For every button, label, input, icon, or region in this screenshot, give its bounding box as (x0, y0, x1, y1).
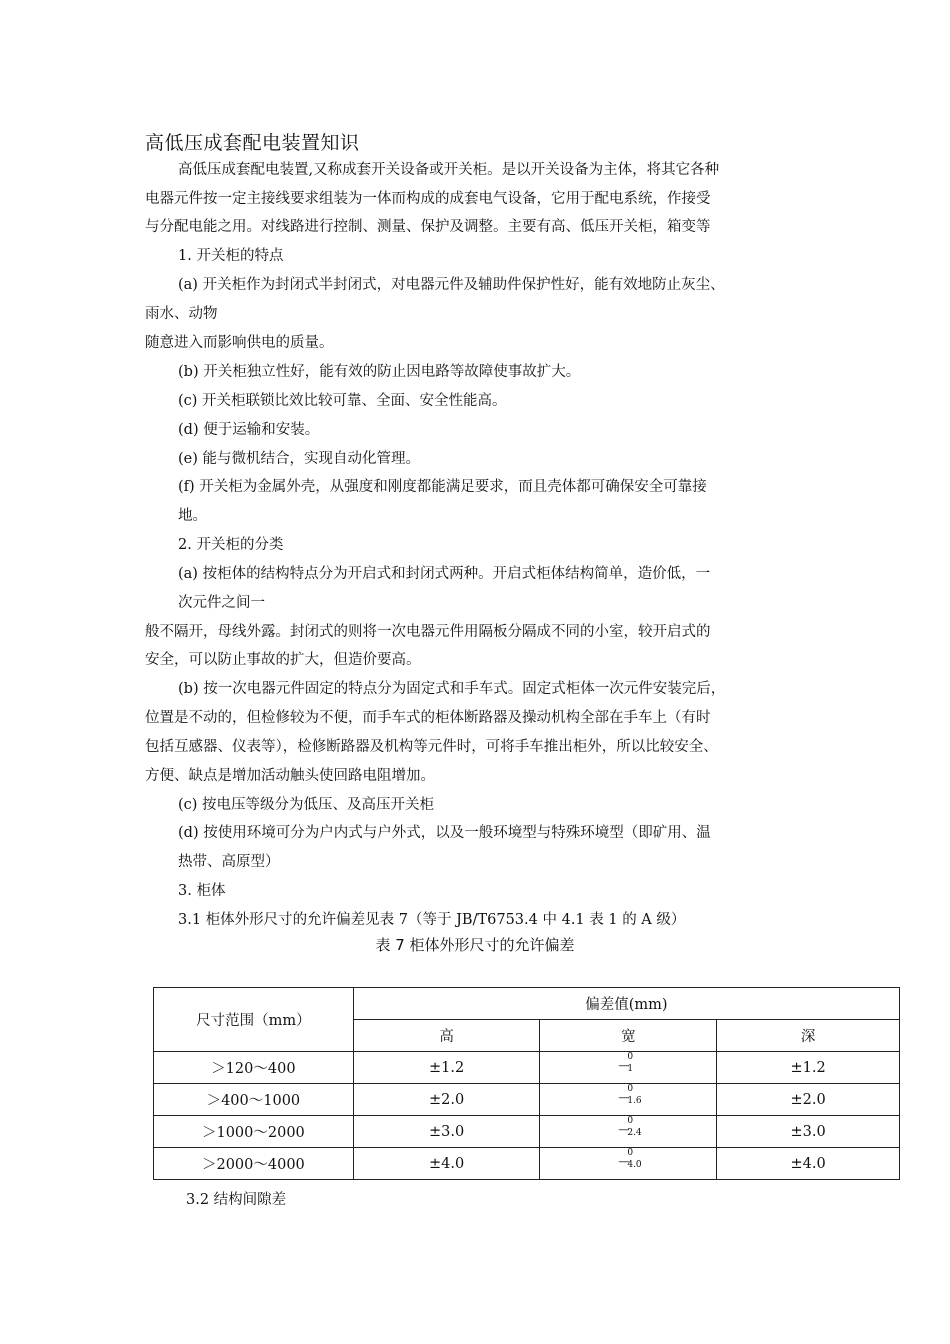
paragraph-line: 高低压成套配电装置,又称成套开关设备或开关柜。是以开关设备为主体，将其它各种 (178, 162, 720, 178)
list-item: (f) 开关柜为金属外壳，从强度和刚度都能满足要求，而且壳体都可确保安全可靠接 (178, 479, 707, 495)
section-heading: 2. 开关柜的分类 (178, 537, 284, 553)
paragraph-line: 次元件之间一 (178, 595, 265, 611)
minus-sign: — (618, 1090, 630, 1104)
range-cell: ＞120～400 (154, 1052, 354, 1084)
height-cell: ±2.0 (353, 1084, 540, 1116)
width-cell (540, 1052, 717, 1084)
section-heading: 3.2 结构间隙差 (186, 1192, 287, 1208)
list-item: (c) 按电压等级分为低压、及高压开关柜 (178, 797, 435, 813)
lower-tolerance: 2.4 (627, 1127, 642, 1138)
section-heading: 1. 开关柜的特点 (178, 248, 284, 264)
depth-cell: ±3.0 (717, 1116, 900, 1148)
header-deviation: 偏差值(mm) (353, 988, 899, 1020)
table-row (154, 1148, 900, 1180)
range-cell: ＞2000～4000 (154, 1148, 354, 1180)
height-cell: ±1.2 (353, 1052, 540, 1084)
paragraph-line: 雨水、动物 (145, 306, 218, 322)
depth-cell: ±1.2 (717, 1052, 900, 1084)
lower-tolerance: 1.6 (627, 1095, 642, 1106)
table-row (154, 1052, 900, 1084)
paragraph-line: 般不隔开，母线外露。封闭式的则将一次电器元件用隔板分隔成不同的小室，较开启式的 (145, 624, 711, 640)
paragraph-line: 3.1 柜体外形尺寸的允许偏差见表 7（等于 JB/T6753.4 中 4.1 表 1 的 A 级） (178, 912, 686, 928)
minus-sign: — (618, 1154, 630, 1168)
list-item: (d) 便于运输和安装。 (178, 422, 320, 438)
paragraph-line: 安全，可以防止事故的扩大，但造价要高。 (145, 652, 421, 668)
lower-tolerance: 1 (627, 1063, 634, 1074)
list-item: (a) 按柜体的结构特点分为开启式和封闭式两种。开启式柜体结构简单，造价低，一 (178, 566, 711, 582)
header-height: 高 (353, 1020, 540, 1052)
header-range: 尺寸范围（mm） (154, 988, 354, 1052)
range-cell: ＞1000～2000 (154, 1116, 354, 1148)
depth-cell: ±4.0 (717, 1148, 900, 1180)
upper-tolerance: 0 (627, 1147, 634, 1158)
width-cell (540, 1084, 717, 1116)
table-caption: 表 7 柜体外形尺寸的允许偏差 (375, 936, 575, 954)
table-row (154, 1116, 900, 1148)
minus-sign: — (618, 1058, 630, 1072)
paragraph-line: 电器元件按一定主接线要求组装为一体而构成的成套电气设备，它用于配电系统，作接受 (145, 191, 711, 207)
upper-tolerance: 0 (627, 1083, 634, 1094)
list-item: (c) 开关柜联锁比效比较可靠、全面、安全性能高。 (178, 393, 507, 409)
paragraph-line: 地。 (178, 508, 207, 524)
upper-tolerance: 0 (627, 1115, 634, 1126)
list-item: (e) 能与微机结合，实现自动化管理。 (178, 451, 421, 467)
document-title: 高低压成套配电装置知识 (145, 132, 360, 154)
paragraph-line: 与分配电能之用。对线路进行控制、测量、保护及调整。主要有高、低压开关柜，箱变等 (145, 219, 711, 235)
paragraph-line: 位置是不动的，但检修较为不便，而手车式的柜体断路器及操动机构全部在手车上（有时 (145, 710, 711, 726)
list-item: (b) 开关柜独立性好，能有效的防止因电路等故障使事故扩大。 (178, 364, 581, 380)
tolerance-table (153, 987, 900, 1180)
paragraph-line: 包括互感器、仪表等），检修断路器及机构等元件时，可将手车推出柜外，所以比较安全、 (145, 739, 718, 755)
paragraph-line: 热带、高原型） (178, 854, 280, 870)
height-cell: ±4.0 (353, 1148, 540, 1180)
list-item: (a) 开关柜作为封闭式半封闭式，对电器元件及辅助件保护性好，能有效地防止灰尘、 (178, 277, 725, 293)
lower-tolerance: 4.0 (627, 1159, 642, 1170)
width-cell (540, 1116, 717, 1148)
width-cell (540, 1148, 717, 1180)
list-item: (b) 按一次电器元件固定的特点分为固定式和手车式。固定式柜体一次元件安装完后， (178, 681, 726, 697)
upper-tolerance: 0 (627, 1051, 634, 1062)
header-width: 宽 (540, 1020, 717, 1052)
list-item: (d) 按使用环境可分为户内式与户外式，以及一般环境型与特殊环境型（即矿用、温 (178, 825, 711, 841)
minus-sign: — (618, 1122, 630, 1136)
height-cell: ±3.0 (353, 1116, 540, 1148)
table-row (154, 1084, 900, 1116)
paragraph-line: 方便、缺点是增加活动触头使回路电阻增加。 (145, 768, 435, 784)
range-cell: ＞400～1000 (154, 1084, 354, 1116)
depth-cell: ±2.0 (717, 1084, 900, 1116)
section-heading: 3. 柜体 (178, 883, 226, 899)
paragraph-line: 随意进入而影响供电的质量。 (145, 335, 334, 351)
header-depth: 深 (717, 1020, 900, 1052)
